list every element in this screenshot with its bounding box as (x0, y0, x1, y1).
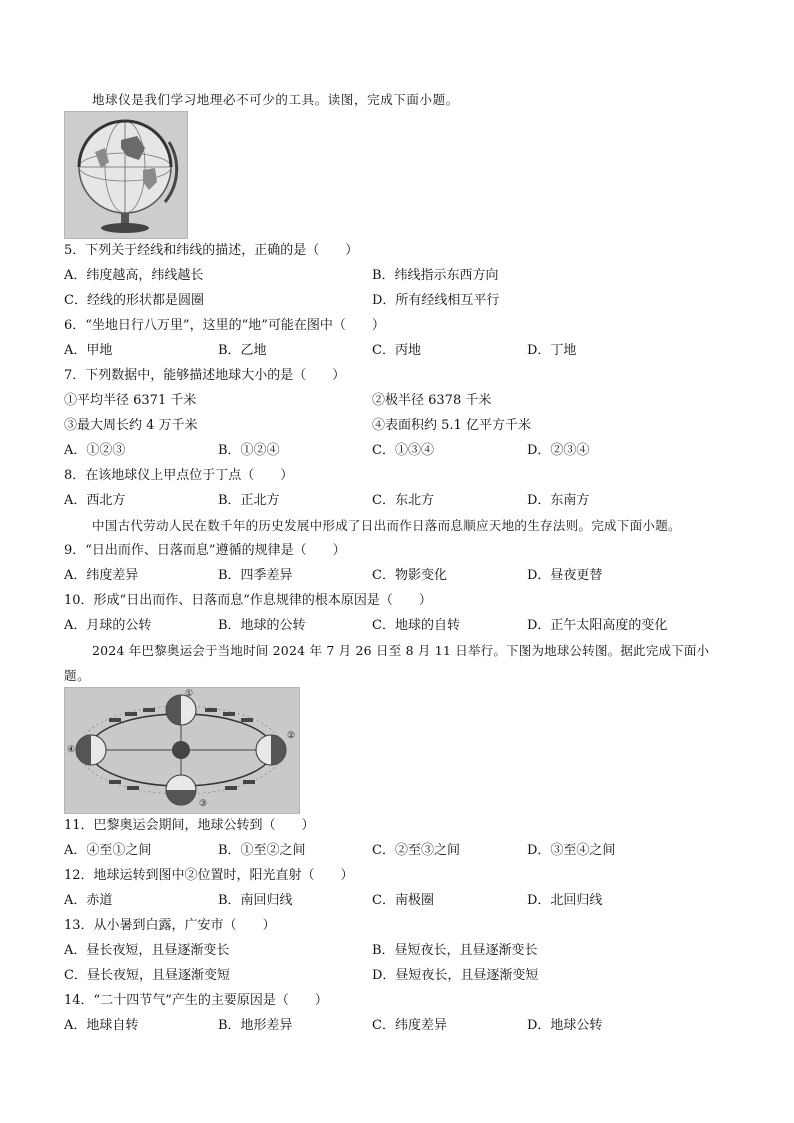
question-11-stem: 11．巴黎奥运会期间，地球公转到（ ） (64, 818, 315, 833)
question-12-option-d[interactable]: D．北回归线 (527, 893, 603, 908)
question-6-option-d[interactable]: D．丁地 (527, 343, 577, 358)
question-7-item-2: ②极半径 6378 千米 (372, 393, 492, 408)
question-13-option-a[interactable]: A．昼长夜短，且昼逐渐变长 (64, 943, 230, 958)
sun-icon (172, 741, 190, 759)
orbit-diagram (65, 688, 299, 813)
question-9-option-a[interactable]: A．纬度差异 (64, 568, 139, 583)
question-7-item-4: ④表面积约 5.1 亿平方千米 (372, 418, 531, 433)
question-8-option-d[interactable]: D．东南方 (527, 493, 590, 508)
orbit-label-4: ④ (67, 745, 76, 755)
globe-figure (64, 111, 188, 239)
question-5-option-c[interactable]: C．经线的形状都是圆圈 (64, 293, 204, 308)
question-5-option-a[interactable]: A．纬度越高，纬线越长 (64, 268, 204, 283)
question-6-option-b[interactable]: B．乙地 (218, 343, 267, 358)
question-7-stem: 7．下列数据中，能够描述地球大小的是（ ） (64, 368, 346, 383)
question-11-option-d[interactable]: D．③至④之间 (527, 843, 616, 858)
question-13-option-c[interactable]: C．昼长夜短，且昼逐渐变短 (64, 968, 230, 983)
orbit-label-3: ③ (199, 799, 208, 809)
question-12-option-a[interactable]: A．赤道 (64, 893, 113, 908)
question-11-option-a[interactable]: A．④至①之间 (64, 843, 152, 858)
orbit-label-2: ② (287, 731, 296, 741)
question-13-option-d[interactable]: D．昼短夜长，且昼逐渐变短 (372, 968, 539, 983)
question-7-option-a[interactable]: A．①②③ (64, 443, 126, 458)
question-7-item-3: ③最大周长约 4 万千米 (64, 418, 198, 433)
question-9-option-b[interactable]: B．四季差异 (218, 568, 293, 583)
orbit-figure (64, 687, 300, 814)
intro-olympics-cont: 题。 (64, 668, 91, 683)
question-14-option-c[interactable]: C．纬度差异 (372, 1018, 447, 1033)
question-6-option-c[interactable]: C．丙地 (372, 343, 421, 358)
question-6-option-a[interactable]: A．甲地 (64, 343, 113, 358)
orbit-label-1: ① (185, 689, 194, 699)
question-6-stem: 6．“坐地日行八万里”，这里的“地”可能在图中（ ） (64, 318, 385, 333)
question-12-option-c[interactable]: C．南极圈 (372, 893, 434, 908)
question-14-option-a[interactable]: A．地球自转 (64, 1018, 139, 1033)
question-11-option-c[interactable]: C．②至③之间 (372, 843, 460, 858)
intro-ancient: 中国古代劳动人民在数千年的历史发展中形成了日出而作日落而息顺应天地的生存法则。完成下面小题。 (92, 518, 681, 533)
question-10-option-c[interactable]: C．地球的自转 (372, 618, 460, 633)
question-5-option-b[interactable]: B．纬线指示东西方向 (372, 268, 499, 283)
question-12-option-b[interactable]: B．南回归线 (218, 893, 293, 908)
question-5-option-d[interactable]: D．所有经线相互平行 (372, 293, 500, 308)
globe-image (65, 112, 187, 238)
question-10-option-b[interactable]: B．地球的公转 (218, 618, 306, 633)
question-13-option-b[interactable]: B．昼短夜长，且昼逐渐变长 (372, 943, 538, 958)
question-13-stem: 13．从小暑到白露，广安市（ ） (64, 918, 276, 933)
question-9-option-d[interactable]: D．昼夜更替 (527, 568, 603, 583)
question-14-option-b[interactable]: B．地形差异 (218, 1018, 293, 1033)
question-9-option-c[interactable]: C．物影变化 (372, 568, 447, 583)
question-7-option-d[interactable]: D．②③④ (527, 443, 590, 458)
question-5-stem: 5．下列关于经线和纬线的描述，正确的是（ ） (64, 243, 359, 258)
question-14-stem: 14．“二十四节气”产生的主要原因是（ ） (64, 993, 328, 1008)
question-9-stem: 9．“日出而作、日落而息”遵循的规律是（ ） (64, 543, 346, 558)
intro-globe: 地球仪是我们学习地理必不可少的工具。读图，完成下面小题。 (92, 92, 459, 107)
question-10-stem: 10．形成“日出而作、日落而息”作息规律的根本原因是（ ） (64, 593, 432, 608)
intro-olympics: 2024 年巴黎奥运会于当地时间 2024 年 7 月 26 日至 8 月 11 日举行。下图为地球公转图。据此完成下面小 (92, 643, 710, 658)
question-11-option-b[interactable]: B．①至②之间 (218, 843, 306, 858)
question-8-option-b[interactable]: B．正北方 (218, 493, 280, 508)
question-8-option-a[interactable]: A．西北方 (64, 493, 126, 508)
question-8-stem: 8．在该地球仪上甲点位于丁点（ ） (64, 468, 294, 483)
question-8-option-c[interactable]: C．东北方 (372, 493, 434, 508)
question-10-option-d[interactable]: D．正午太阳高度的变化 (527, 618, 668, 633)
question-14-option-d[interactable]: D．地球公转 (527, 1018, 603, 1033)
question-7-option-b[interactable]: B．①②④ (218, 443, 280, 458)
question-10-option-a[interactable]: A．月球的公转 (64, 618, 152, 633)
question-7-option-c[interactable]: C．①③④ (372, 443, 434, 458)
question-12-stem: 12．地球运转到图中②位置时，阳光直射（ ） (64, 868, 354, 883)
question-7-item-1: ①平均半径 6371 千米 (64, 393, 197, 408)
